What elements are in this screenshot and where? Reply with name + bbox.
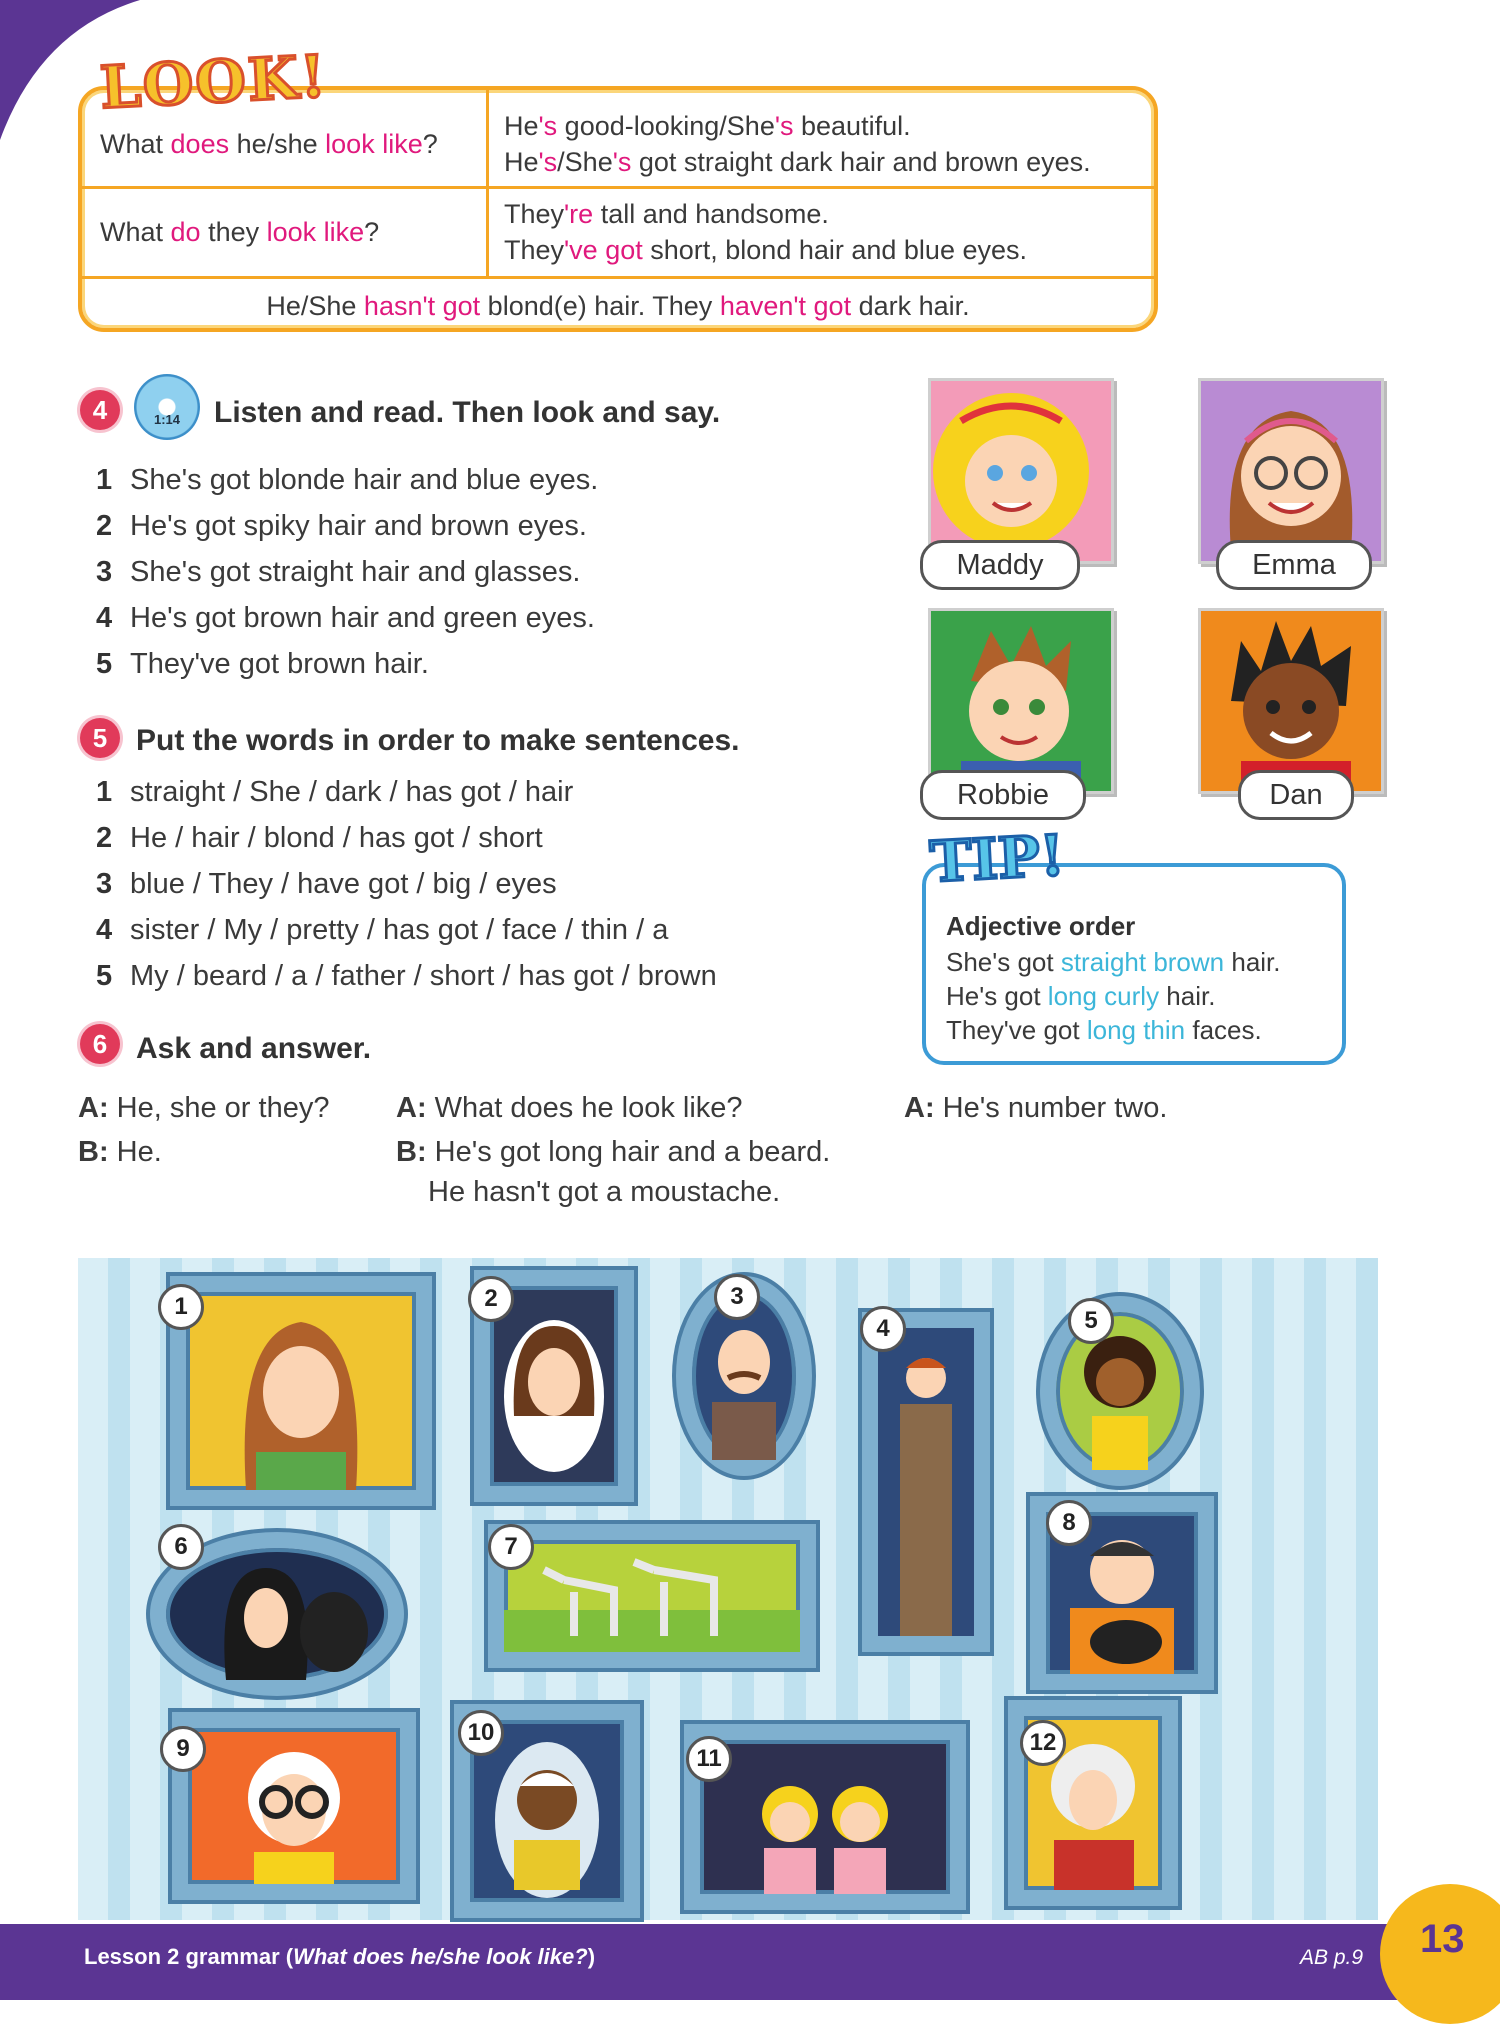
dialogue-line: He hasn't got a moustache. [428, 1176, 781, 1208]
robbie-face-icon [931, 611, 1111, 791]
look-answer-2a: They're tall and handsome. [504, 199, 829, 229]
tip-line: She's got straight brown hair. [946, 947, 1281, 977]
name-tag-dan: Dan [1238, 770, 1354, 820]
audio-track-label: 1:14 [153, 412, 181, 427]
ex5-item: 5 My / beard / a / father / short / has got / brown [96, 960, 717, 992]
look-question-2: What do they look like? [100, 217, 380, 247]
dialogue-line: A: He's number two. [904, 1092, 1168, 1124]
audio-cd-icon[interactable] [134, 374, 200, 440]
ex5-item: 1 straight / She / dark / has got / hair [96, 776, 574, 808]
ex5-item: 4 sister / My / pretty / has got / face / thin / a [96, 914, 669, 946]
dialogue-line: B: He. [78, 1136, 162, 1168]
name-tag-maddy: Maddy [920, 540, 1080, 590]
ex5-item: 3 blue / They / have got / big / eyes [96, 868, 557, 900]
portrait-number-badge: 4 [860, 1306, 906, 1352]
portrait-frame-1 [170, 1276, 432, 1506]
portrait-number-badge: 5 [1068, 1298, 1114, 1344]
portrait-frame-5 [1040, 1296, 1200, 1486]
ex4-item: 1 She's got blonde hair and blue eyes. [96, 464, 599, 496]
character-card-dan [1198, 608, 1384, 794]
emma-face-icon [1201, 381, 1381, 561]
portrait-frame-4 [862, 1312, 990, 1652]
exercise-5-title: Put the words in order to make sentences. [136, 724, 740, 757]
name-tag-robbie: Robbie [920, 770, 1086, 820]
portrait-frame-7 [488, 1524, 816, 1668]
dialogue-line: A: What does he look like? [396, 1092, 743, 1124]
look-title: LOOK! [98, 42, 330, 122]
man-beard-icon [490, 1286, 618, 1486]
portrait-number-badge: 12 [1020, 1720, 1066, 1766]
ex4-item: 4 He's got brown hair and green eyes. [96, 602, 595, 634]
man-with-dog-icon [166, 1548, 388, 1680]
portrait-number-badge: 2 [468, 1276, 514, 1322]
old-woman-glasses-icon [188, 1728, 400, 1884]
greyhounds-icon [504, 1540, 800, 1652]
tip-line: They've got long thin faces. [946, 1015, 1262, 1045]
portrait-number-badge: 7 [488, 1524, 534, 1570]
portrait-number-badge: 1 [158, 1284, 204, 1330]
portrait-number-badge: 10 [458, 1710, 504, 1756]
portrait-number-badge: 11 [686, 1736, 732, 1782]
tip-title: TIP! [928, 822, 1067, 896]
dan-face-icon [1201, 611, 1381, 791]
portrait-number-badge: 9 [160, 1726, 206, 1772]
woman-long-hair-icon [186, 1292, 416, 1490]
look-question-1: What does he/she look like? [100, 129, 438, 159]
ex4-item: 3 She's got straight hair and glasses. [96, 556, 581, 588]
dialogue-line: A: He, she or they? [78, 1092, 330, 1124]
tip-heading: Adjective order [946, 911, 1136, 941]
portrait-frame-9 [172, 1712, 416, 1900]
page-number: 13 [1380, 1884, 1500, 2024]
tip-box [922, 863, 1346, 1065]
twin-girls-icon [700, 1740, 950, 1894]
activity-book-reference: AB p.9 [1300, 1946, 1364, 1969]
character-card-maddy [928, 378, 1114, 564]
look-answer-1a: He's good-looking/She's beautiful. [504, 111, 911, 141]
portrait-number-badge: 8 [1046, 1500, 1092, 1546]
ex5-item: 2 He / hair / blond / has got / short [96, 822, 543, 854]
look-grammar-box [78, 86, 1158, 332]
character-card-emma [1198, 378, 1384, 564]
ex4-item: 5 They've got brown hair. [96, 648, 429, 680]
look-negative: He/She hasn't got blond(e) hair. They haven't got dark hair. [266, 291, 970, 321]
look-answer-2b: They've got short, blond hair and blue eyes. [504, 235, 1027, 265]
portrait-number-badge: 6 [158, 1524, 204, 1570]
ex4-item: 2 He's got spiky hair and brown eyes. [96, 510, 587, 542]
name-tag-emma: Emma [1216, 540, 1372, 590]
exercise-4-number: 4 [80, 390, 120, 430]
portrait-number-badge: 3 [714, 1274, 760, 1320]
dialogue-line: B: He's got long hair and a beard. [396, 1136, 831, 1168]
character-card-robbie [928, 608, 1114, 794]
exercise-6-number: 6 [80, 1024, 120, 1064]
tip-line: He's got long curly hair. [946, 981, 1216, 1011]
exercise-4-title: Listen and read. Then look and say. [214, 396, 721, 429]
exercise-5-number: 5 [80, 718, 120, 758]
look-answer-1b: He's/She's got straight dark hair and brown eyes. [504, 147, 1091, 177]
tall-man-icon [878, 1328, 974, 1636]
footer-lesson-title: Lesson 2 grammar (What does he/she look like?) [84, 1944, 596, 1969]
exercise-6-title: Ask and answer. [136, 1032, 372, 1065]
maddy-face-icon [931, 381, 1111, 561]
